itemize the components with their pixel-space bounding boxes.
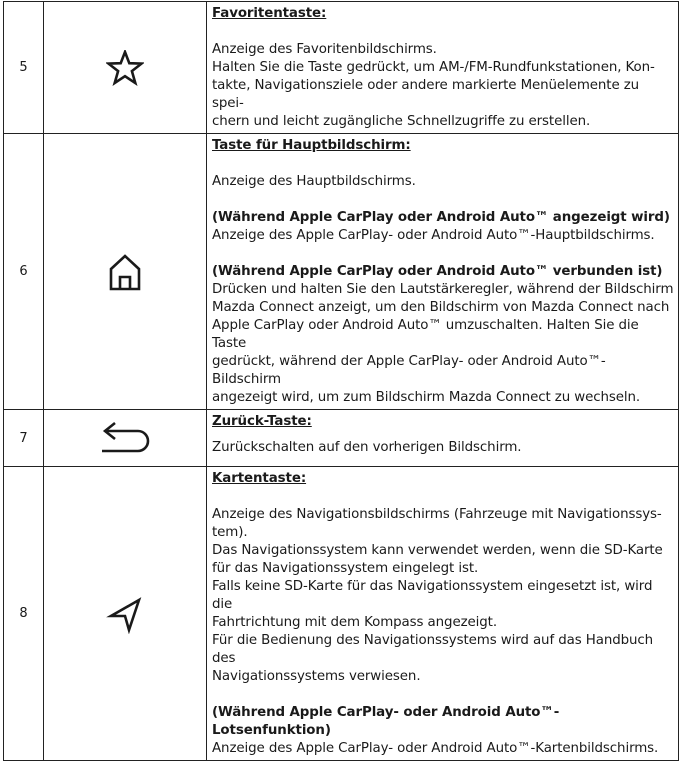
- row-title: Favoritentaste:: [212, 6, 327, 21]
- home-icon: [107, 252, 143, 292]
- description-line: Anzeige des Apple CarPlay- oder Android Auto™-Kartenbildschirms.: [212, 741, 659, 756]
- row-title: Taste für Hauptbildschirm:: [212, 138, 411, 153]
- subheading: (Während Apple CarPlay oder Android Auto™ verbunden ist): [212, 264, 663, 279]
- description-line: Das Navigationssystem kann verwendet werden, wenn die SD-Karte: [212, 543, 663, 558]
- row-number: 8: [4, 467, 44, 761]
- description-line: tem).: [212, 525, 248, 540]
- star-icon: [106, 50, 144, 86]
- description-line: Anzeige des Apple CarPlay- oder Android Auto™-Hauptbildschirms.: [212, 228, 655, 243]
- description-line: für das Navigationssystem eingelegt ist.: [212, 561, 479, 576]
- row-title: Kartentaste:: [212, 471, 307, 486]
- description-line: Halten Sie die Taste gedrückt, um AM-/FM-Rundfunkstationen, Kon-: [212, 60, 655, 75]
- description-line: Navigationssystems verwiesen.: [212, 669, 421, 684]
- table-row: [4, 410, 679, 467]
- back-arrow-icon: [97, 420, 153, 456]
- description-line: gedrückt, während der Apple CarPlay- oder Android Auto™-Bildschirm: [212, 354, 606, 387]
- navigation-arrow-icon: [105, 594, 145, 634]
- description-line: Mazda Connect anzeigt, um den Bildschirm von Mazda Connect nach: [212, 300, 670, 315]
- description-line: Für die Bedienung des Navigationssystems wird auf das Handbuch des: [212, 633, 654, 666]
- description-line: Drücken und halten Sie den Lautstärkeregler, während der Bildschirm: [212, 282, 674, 297]
- table-row: [4, 134, 679, 410]
- row-number: 6: [4, 134, 44, 410]
- row-number: 7: [4, 410, 44, 467]
- button-description-table: [3, 1, 679, 761]
- description-line: Apple CarPlay oder Android Auto™ umzuschalten. Halten Sie die Taste: [212, 318, 639, 351]
- description-line: Anzeige des Navigationsbildschirms (Fahrzeuge mit Navigationssys-: [212, 507, 662, 522]
- row-number: 5: [4, 2, 44, 134]
- table-row: [4, 2, 679, 134]
- description-line: Fahrtrichtung mit dem Kompass angezeigt.: [212, 615, 497, 630]
- description-line: Anzeige des Favoritenbildschirms.: [212, 42, 437, 57]
- description-line: Anzeige des Hauptbildschirms.: [212, 174, 416, 189]
- row-title: Zurück-Taste:: [212, 414, 312, 429]
- description-line: angezeigt wird, um zum Bildschirm Mazda Connect zu wechseln.: [212, 390, 641, 405]
- description-line: chern und leicht zugängliche Schnellzugriffe zu erstellen.: [212, 114, 591, 129]
- description-line: Falls keine SD-Karte für das Navigationssystem eingesetzt ist, wird die: [212, 579, 653, 612]
- description-line: Zurückschalten auf den vorherigen Bildschirm.: [212, 440, 522, 455]
- subheading: (Während Apple CarPlay- oder Android Auto™-Lotsenfunktion): [212, 705, 560, 738]
- table-row: [4, 467, 679, 761]
- description-line: takte, Navigationsziele oder andere markierte Menüelemente zu spei-: [212, 78, 640, 111]
- subheading: (Während Apple CarPlay oder Android Auto™ angezeigt wird): [212, 210, 670, 225]
